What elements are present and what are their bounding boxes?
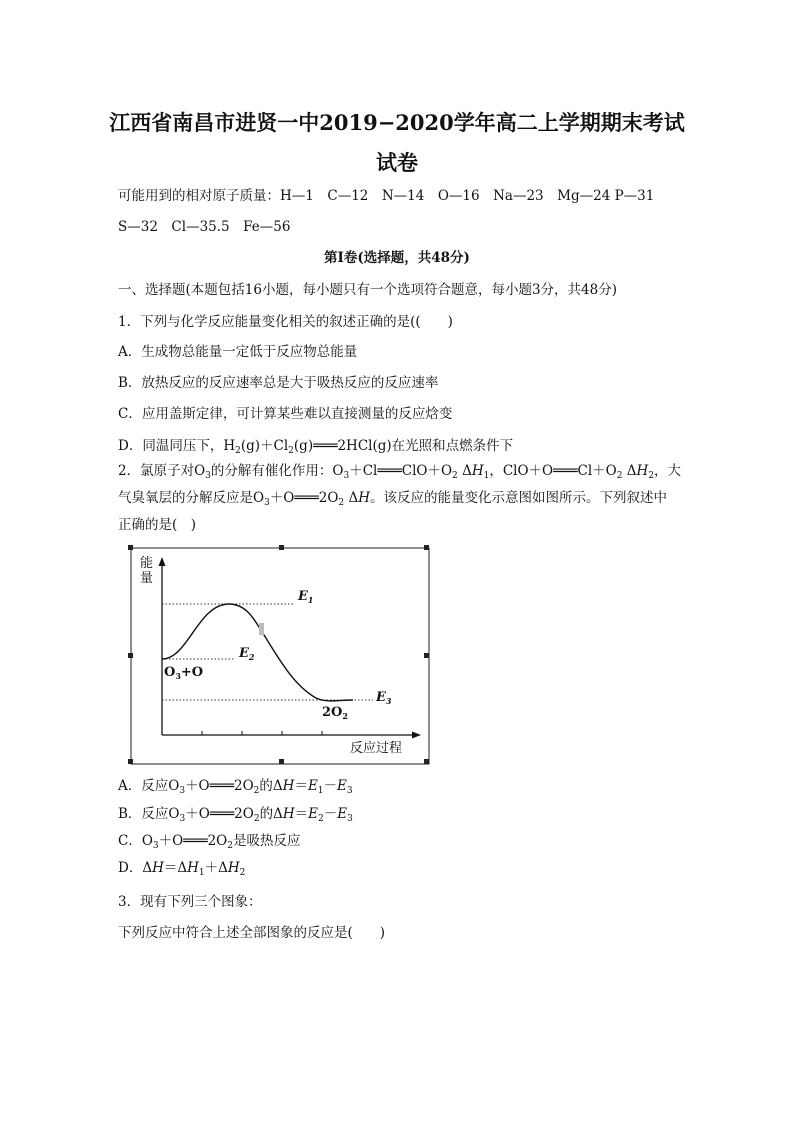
cursor-artifact	[259, 623, 264, 635]
q2-stem-line1: 2．氯原子对$O_3$的分解有催化作用：$O_3+Cl═══ClO+O_2$ $\Delta H_1$，$ClO+O═══Cl+O_2$ $\Delta H_2$，大	[118, 463, 682, 481]
y-axis-label-2: 量	[140, 571, 154, 586]
q2-option-d-start: D．Δ	[118, 860, 153, 876]
q1-option-b: B．放热反应的反应速率总是大于吸热反应的反应速率	[118, 375, 439, 391]
energy-diagram	[128, 545, 434, 767]
x-axis-label: 反应过程	[350, 741, 403, 756]
reactant-label: $O_3+O$	[164, 665, 204, 681]
q2-option-a-start: A．反应O	[118, 778, 180, 794]
y-axis-label-1: 能	[140, 556, 154, 571]
q2-line1-mid: 的分解有催化作用：O	[210, 463, 344, 479]
q2-stem-line3: 正确的是( )	[118, 517, 197, 533]
q2-option-d: D．$\Delta H=\Delta H_1+\Delta H_2$	[118, 860, 246, 878]
q2-line1-o: ，ClO＋O	[489, 463, 554, 479]
y-axis-arrow	[159, 557, 166, 566]
q2-line1-clo: ClO＋O	[401, 463, 453, 479]
q2-line1-start: 2．氯原子对O	[118, 463, 206, 479]
q2-option-b: B．反应$O_3+O═══2O_2$的$\Delta H=E_2-E_3$	[118, 806, 353, 824]
figure-resize-handles	[128, 545, 429, 764]
q2-line1-end: ，大	[654, 463, 682, 479]
q2-line2-start: 气臭氧层的分解反应是O	[118, 490, 265, 506]
atomic-masses-line2: S—32 Cl—35.5 Fe—56	[118, 219, 291, 235]
q1-stem: 1．下列与化学反应能量变化相关的叙述正确的是(( )	[118, 314, 453, 330]
q1-option-d: D．同温同压下，$H_2(g)+Cl_2(g)═══2HCl(g)$在光照和点燃条件下	[118, 438, 514, 456]
part-instruction: 一、选择题(本题包括16小题，每小题只有一个选项符合题意，每小题3分，共48分)	[118, 282, 617, 298]
q1-option-c: C．应用盖斯定律，可计算某些难以直接测量的反应焓变	[118, 406, 453, 422]
label-e1: $E_1$	[298, 589, 314, 605]
label-e2: $E_2$	[239, 646, 255, 662]
atomic-masses-line1: 可能用到的相对原子质量：H—1 C—12 N—14 O—16 Na—23 Mg—24 P—31	[118, 188, 655, 204]
q2-line1-cl: Cl＋O	[577, 463, 617, 479]
q3-line2: 下列反应中符合上述全部图象的反应是( )	[118, 925, 386, 941]
label-e3: $E_3$	[376, 690, 392, 706]
q3-stem: 3．现有下列三个图象：	[118, 894, 262, 910]
q1-option-d-prefix: D．同温同压下，H	[118, 438, 236, 454]
document-title-line2: 试卷	[376, 150, 418, 175]
section-title: 第Ⅰ卷(选择题，共48分)	[324, 250, 470, 266]
figure-frame	[131, 548, 429, 764]
q2-option-c: C．$O_3+O═══2O_2$是吸热反应	[118, 833, 301, 851]
reaction-energy-curve	[162, 604, 353, 701]
q2-option-a: A．反应$O_3+O═══2O_2$的$\Delta H=E_1-E_3$	[118, 778, 353, 796]
q2-option-c-start: C．O	[118, 833, 153, 849]
q2-stem-line2: 气臭氧层的分解反应是$O_3+O═══2O_2$ ΔH。该反应的能量变化示意图如图所示。下列叙述中	[118, 490, 667, 508]
q1-option-a: A．生成物总能量一定低于反应物总能量	[118, 344, 358, 360]
q2-line2-end: 。该反应的能量变化示意图如图所示。下列叙述中	[369, 490, 667, 506]
product-label: $2O_2$	[322, 705, 348, 721]
x-axis-arrow	[412, 732, 421, 739]
q1-option-d-rest: 在光照和点燃条件下	[391, 438, 514, 454]
document-title-line1: 江西省南昌市进贤一中2019−2020学年高二上学期期末考试	[109, 110, 685, 135]
q2-option-c-end: 是吸热反应	[232, 833, 301, 849]
q2-option-b-start: B．反应O	[118, 806, 180, 822]
